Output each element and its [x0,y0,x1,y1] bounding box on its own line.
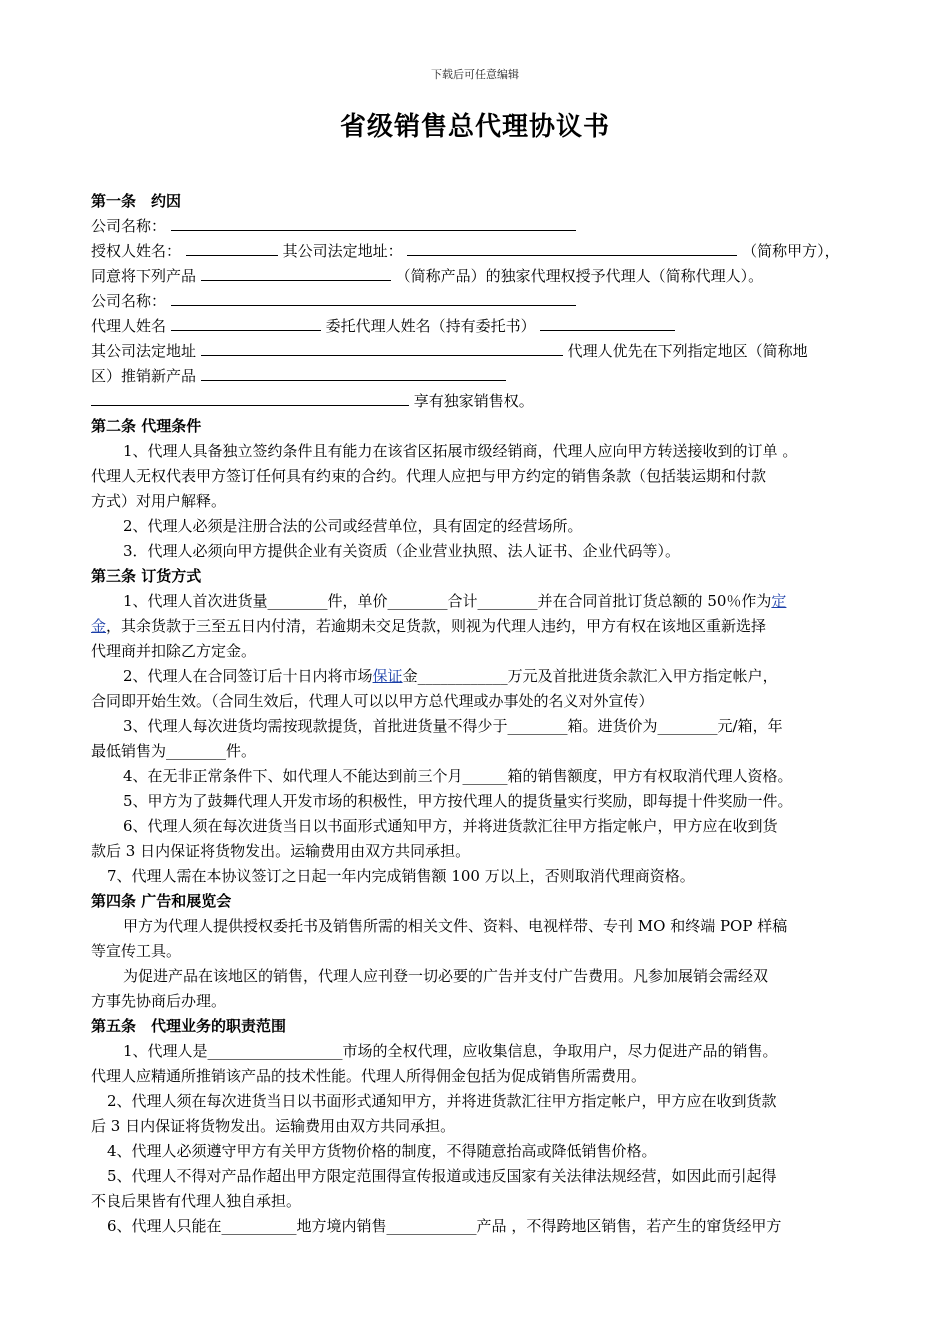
sec3-p3b: 最低销售为________件。 [91,742,257,760]
sec3-p1b [91,614,861,639]
sec2-p1b: 代理人无权代表甲方签订任何具有约束的合约。代理人应把与甲方约定的销售条款（包括装运期和付款 [91,467,767,485]
party-a-suffix: （简称甲方）， [742,242,840,260]
sec3-p3a: 3、代理人每次进货均需按现款提货，首批进货量不得少于________箱。进货价为________元/箱，年 [123,717,783,735]
deposit-link-cont[interactable]: 金 [91,617,107,635]
sec3-p2a [91,664,861,689]
entrusted-blank [540,314,675,331]
company-name-blank [171,214,576,231]
sec3-p1a [91,589,861,614]
sec3-p6b: 款后 3 日内保证将货物发出。运输费用由双方共同承担。 [91,842,471,860]
agree-prefix: 同意将下列产品 [91,267,197,285]
sec5-p5a: 5、代理人不得对产品作超出甲方限定范围得宣传报道或违反国家有关法律法规经营，如因此而引起得 [107,1167,777,1185]
company-name-line [91,214,861,239]
section-2-heading: 第二条 代理条件 [91,417,202,435]
agent-address-blank [201,339,563,356]
sec3-p2a-text-2: 金____________万元及首批进货余款汇入甲方指定帐户， [402,667,778,685]
legal-address-label: 其公司法定地址： [282,242,403,260]
sec3-p2b: 合同即开始生效。（合同生效后，代理人可以以甲方总代理或办事处的名义对外宣传） [91,692,654,710]
section-5-heading: 第五条 代理业务的职责范围 [91,1017,287,1035]
agree-suffix: （简称产品）的独家代理权授予代理人（简称代理人）。 [395,267,764,285]
legal-address-blank [407,239,737,256]
section-4-heading: 第四条 广告和展览会 [91,892,232,910]
sec4-p2b: 方事先协商后办理。 [91,992,227,1010]
authorizer-line [91,239,861,264]
agent-address-label: 其公司法定地址 [91,342,197,360]
region-label: 区）推销新产品 [91,367,197,385]
sec3-p7: 7、代理人需在本协议签订之日起一年内完成销售额 100 万以上，否则取消代理商资格。 [107,867,695,885]
sec3-p2a-text-1: 2、代理人在合同签订后十日内将市场 [123,667,373,685]
region-blank-2 [91,389,409,406]
sec2-p1a: 1、代理人具备独立签约条件且有能力在该省区拓展市级经销商，代理人应向甲方转送接收到的订单 。 [123,442,798,460]
sec5-p6a: 6、代理人只能在__________地方境内销售____________产品 ，不得跨地区销售，若产生的窜货经甲方 [107,1217,782,1235]
document-body [91,189,861,1239]
sec5-p4: 4、代理人必须遵守甲方有关甲方货物价格的制度，不得随意抬高或降低销售价格。 [107,1142,657,1160]
agent-name-label: 代理人姓名 [91,317,167,335]
region-line [91,364,861,389]
authorizer-blank [186,239,278,256]
sec5-p1a: 1、代理人是__________________市场的全权代理，应收集信息，争取用户，尽力促进产品的销售。 [123,1042,778,1060]
region-blank [201,364,506,381]
company-name-line-2 [91,289,861,314]
sec3-p6a: 6、代理人须在每次进货当日以书面形式通知甲方，并将进货款汇往甲方指定帐户，甲方应在收到货 [123,817,778,835]
section-3-heading: 第三条 订货方式 [91,567,202,585]
sec3-p4: 4、在无非正常条件下、如代理人不能达到前三个月______箱的销售额度，甲方有权取消代理人资格。 [123,767,793,785]
sec3-p5: 5、甲方为了鼓舞代理人开发市场的积极性，甲方按代理人的提货量实行奖励，即每提十件奖励一件。 [123,792,793,810]
product-blank [201,264,391,281]
agent-name-line [91,314,861,339]
sec5-p1b: 代理人应精通所推销该产品的技术性能。代理人所得佣金包括为促成销售所需费用。 [91,1067,647,1085]
exclusive-text: 享有独家销售权。 [413,392,534,410]
document-title: 省级销售总代理协议书 [339,112,610,142]
sec4-p2a: 为促进产品在该地区的销售，代理人应刊登一切必要的广告并支付广告费用。凡参加展销会需经双 [123,967,769,985]
sec4-p1b: 等宣传工具。 [91,942,182,960]
company-name-blank-2 [171,289,576,306]
guarantee-link[interactable]: 保证 [372,667,403,685]
header-note: 下载后可任意编辑 [431,68,519,81]
company-name-label: 公司名称： [91,217,167,235]
section-1-heading: 第一条 约因 [91,192,182,210]
exclusive-line [91,389,861,414]
entrusted-label: 委托代理人姓名（持有委托书） [325,317,536,335]
sec4-p1a: 甲方为代理人提供授权委托书及销售所需的相关文件、资料、电视样带、专刊 MO 和终端 POP 样稿 [123,917,788,935]
company-name-label-2: 公司名称： [91,292,167,310]
sec3-p1b-text: ，其余货款于三至五日内付清，若逾期未交足货款，则视为代理人违约，甲方有权在该地区重新选择 [106,617,767,635]
sec2-p1c: 方式）对用户解释。 [91,492,227,510]
sec2-p2: 2、代理人必须是注册合法的公司或经营单位，具有固定的经营场所。 [123,517,583,535]
sec2-p3: 3．代理人必须向甲方提供企业有关资质（企业营业执照、法人证书、企业代码等）。 [123,542,681,560]
agent-address-line [91,339,861,364]
authorizer-label: 授权人姓名： [91,242,182,260]
agree-line [91,264,861,289]
sec5-p2b: 后 3 日内保证将货物发出。运输费用由双方共同承担。 [91,1117,456,1135]
sec3-p1a-text: 1、代理人首次进货量________件，单价________合计________并在合同首批订货总额的 50％作为 [123,592,772,610]
agent-name-blank [171,314,321,331]
sec3-p1c: 代理商并扣除乙方定金。 [91,642,257,660]
deposit-link[interactable]: 定 [771,592,787,610]
sec5-p5b: 不良后果皆有代理人独自承担。 [91,1192,302,1210]
priority-text: 代理人优先在下列指定地区（简称地 [567,342,808,360]
sec5-p2a: 2、代理人须在每次进货当日以书面形式通知甲方，并将进货款汇往甲方指定帐户，甲方应在收到货款 [107,1092,777,1110]
